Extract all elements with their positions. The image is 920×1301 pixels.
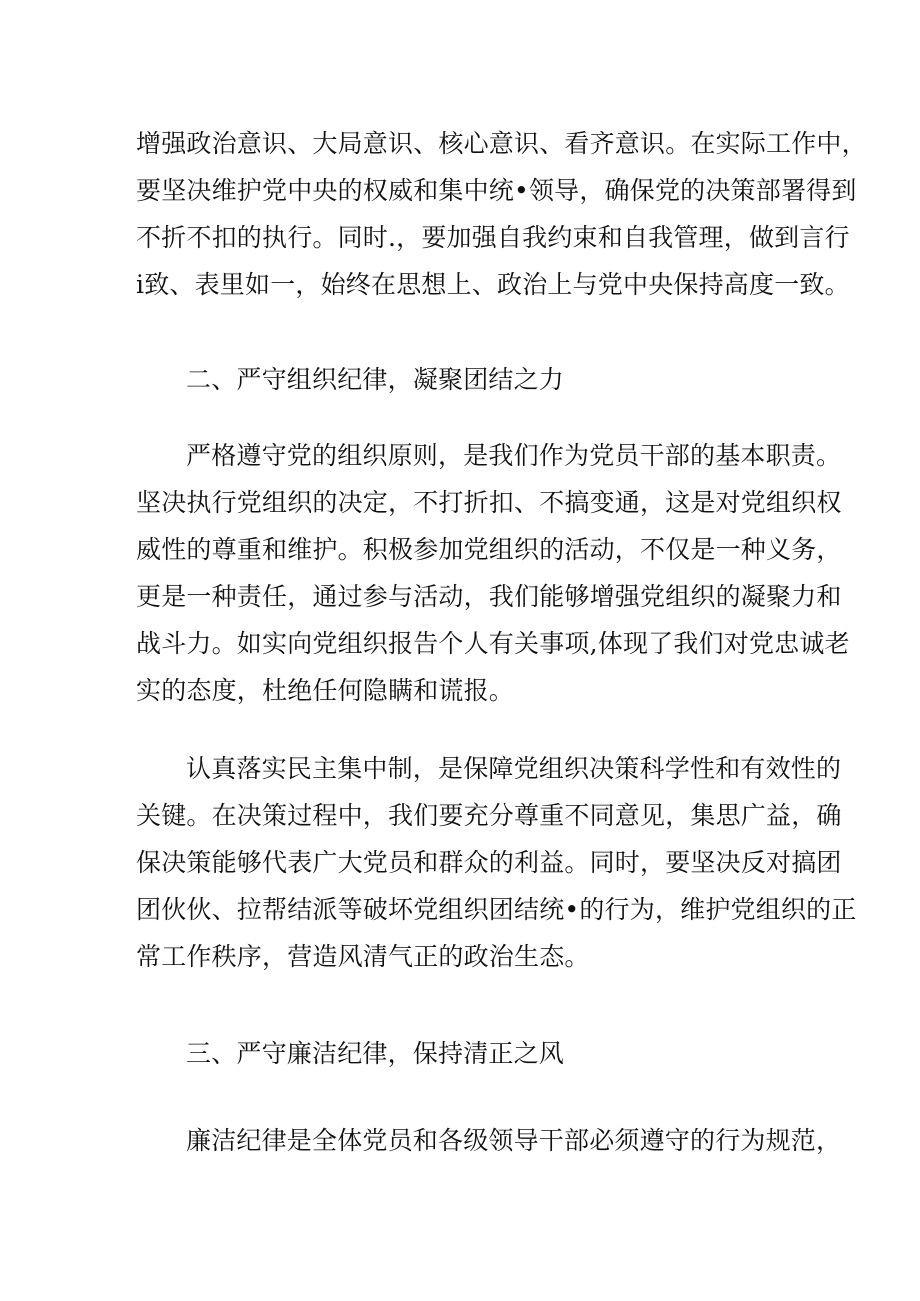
- paragraph-1-line-2: 要坚决维护党中央的权威和集中统•领导，确保党的决策部署得到: [136, 176, 857, 205]
- paragraph-3-line-3: 保决策能够代表广大党员和群众的利益。同时，要坚决反对搞团: [136, 848, 842, 877]
- paragraph-2-line-5: 战斗力。如实向党组织报告个人有关事项,体现了我们对党忠诚老: [136, 629, 850, 658]
- paragraph-3-line-1: 认真落实民主集中制，是保障党组织决策科学性和有效性的: [186, 754, 842, 783]
- paragraph-3-line-4: 团伙伙、拉帮结派等破坏党组织团结统•的行为，维护党组织的正: [136, 895, 857, 924]
- paragraph-2-line-6: 实的态度，杜绝任何隐瞒和谎报。: [136, 676, 515, 705]
- paragraph-2-line-4: 更是一种责任，通过参与活动，我们能够增强党组织的凝聚力和: [136, 582, 842, 611]
- section-heading-2: 二、严守组织纪律，凝聚团结之力: [186, 365, 565, 394]
- paragraph-1-line-3: 不折不扣的执行。同时.，要加强自我约束和自我管理，做到言行: [136, 223, 850, 252]
- paragraph-4-line-1: 廉洁纪律是全体党员和各级领导干部必须遵守的行为规范，: [186, 1126, 842, 1155]
- paragraph-3-line-2: 关键。在决策过程中，我们要充分尊重不同意见，集思广益，确: [136, 801, 842, 830]
- paragraph-2-line-1: 严格遵守党的组织原则，是我们作为党员干部的基本职责。: [186, 441, 842, 470]
- paragraph-2-line-2: 坚决执行党组织的决定，不打折扣、不搞变通，这是对党组织权: [136, 488, 842, 517]
- paragraph-2-line-3: 威性的尊重和维护。积极参加党组织的活动，不仅是一种义务，: [136, 535, 842, 564]
- section-heading-3: 三、严守廉洁纪律，保持清正之风: [186, 1039, 565, 1068]
- paragraph-3-line-5: 常工作秩序，营造风清气正的政治生态。: [136, 942, 590, 971]
- paragraph-1-line-4: i致、表里如一，始终在思想上、政治上与党中央保持高度一致。: [136, 270, 850, 299]
- paragraph-1-line-1: 增强政治意识、大局意识、核心意识、看齐意识。在实际工作中，: [136, 129, 867, 158]
